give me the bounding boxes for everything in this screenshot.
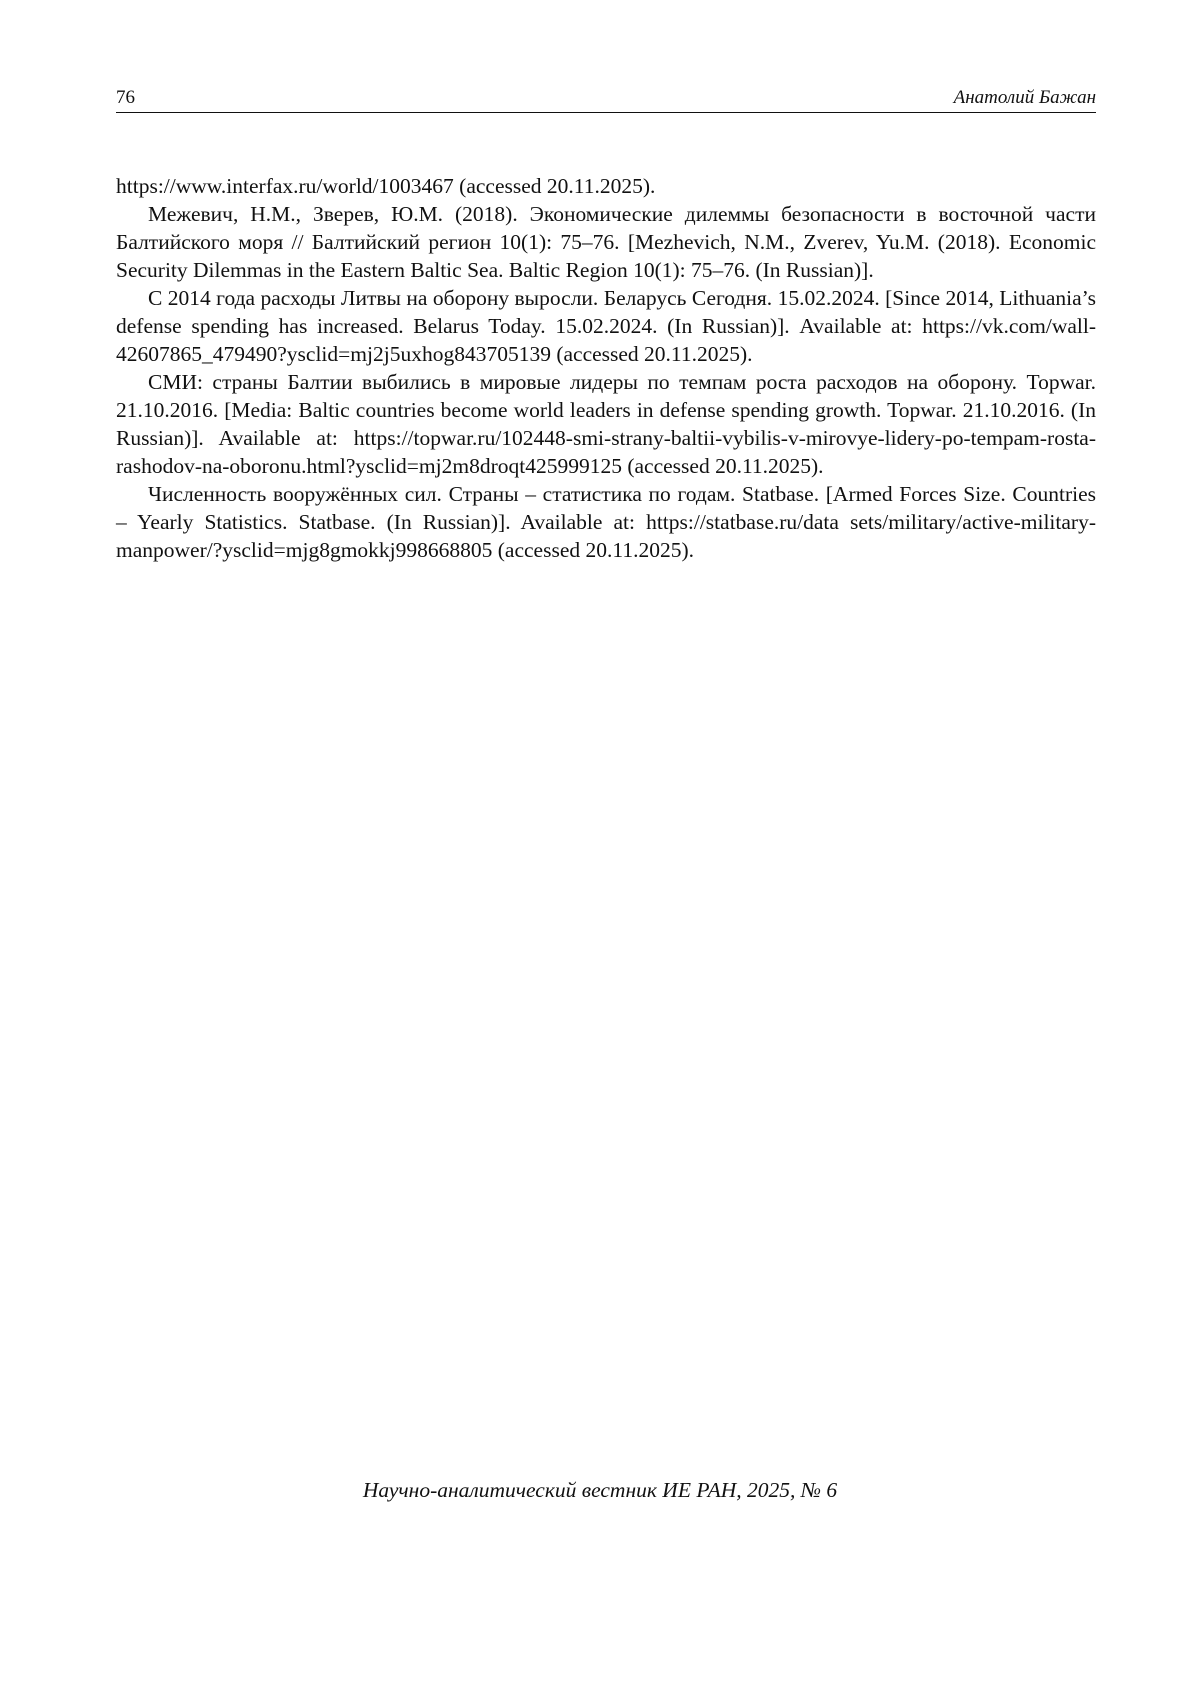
reference-entry: СМИ: страны Балтии выбились в мировые лидеры по темпам роста расходов на оборону. Topwar. 21.10.2016. [Media: Baltic countries become world leaders in defense spending growth. Topwar. 21.10.2016. (In Russian)]. Available at: https://topwar.ru/102448-smi-strany-baltii-vybilis-v-mirovye-lidery-po-tempam-rosta-rashodov-na-oboronu.html?ysclid=mj2m8droqt425999125 (accessed 20.11.2025). [116, 370, 1096, 478]
reference-list [116, 172, 1096, 564]
reference-entry: Численность вооружённых сил. Страны – статистика по годам. Statbase. [Armed Forces Size. Countries – Yearly Statistics. Statbase. (In Russian)]. Available at: https://statbase.ru/data sets/military/active-military-manpower/?ysclid=mjg8gmokkj998668805 (accessed 20.11.2025). [116, 482, 1096, 562]
running-header [116, 84, 1096, 113]
running-header-author: Анатолий Бажан [953, 87, 1096, 108]
reference-entry: С 2014 года расходы Литвы на оборону выросли. Беларусь Сегодня. 15.02.2024. [Since 2014, Lithuania’s defense spending has increased. Belarus Today. 15.02.2024. (In Russian)]. Available at: https://vk.com/wall-42607865_479490?ysclid=mj2j5uxhog843705139 (accessed 20.11.2025). [116, 286, 1096, 366]
reference-entry: Межевич, Н.М., Зверев, Ю.М. (2018). Экономические дилеммы безопасности в восточной части Балтийского моря // Балтийский регион 10(1): 75–76. [Mezhevich, N.M., Zverev, Yu.M. (2018). Economic Security Dilemmas in the Eastern Baltic Sea. Baltic Region 10(1): 75–76. (In Russian)]. [116, 202, 1096, 282]
page-number: 76 [116, 87, 135, 108]
reference-entry: https://www.interfax.ru/world/1003467 (accessed 20.11.2025). [116, 174, 656, 198]
journal-footer: Научно-аналитический вестник ИЕ РАН, 2025, № 6 [362, 1478, 838, 1502]
